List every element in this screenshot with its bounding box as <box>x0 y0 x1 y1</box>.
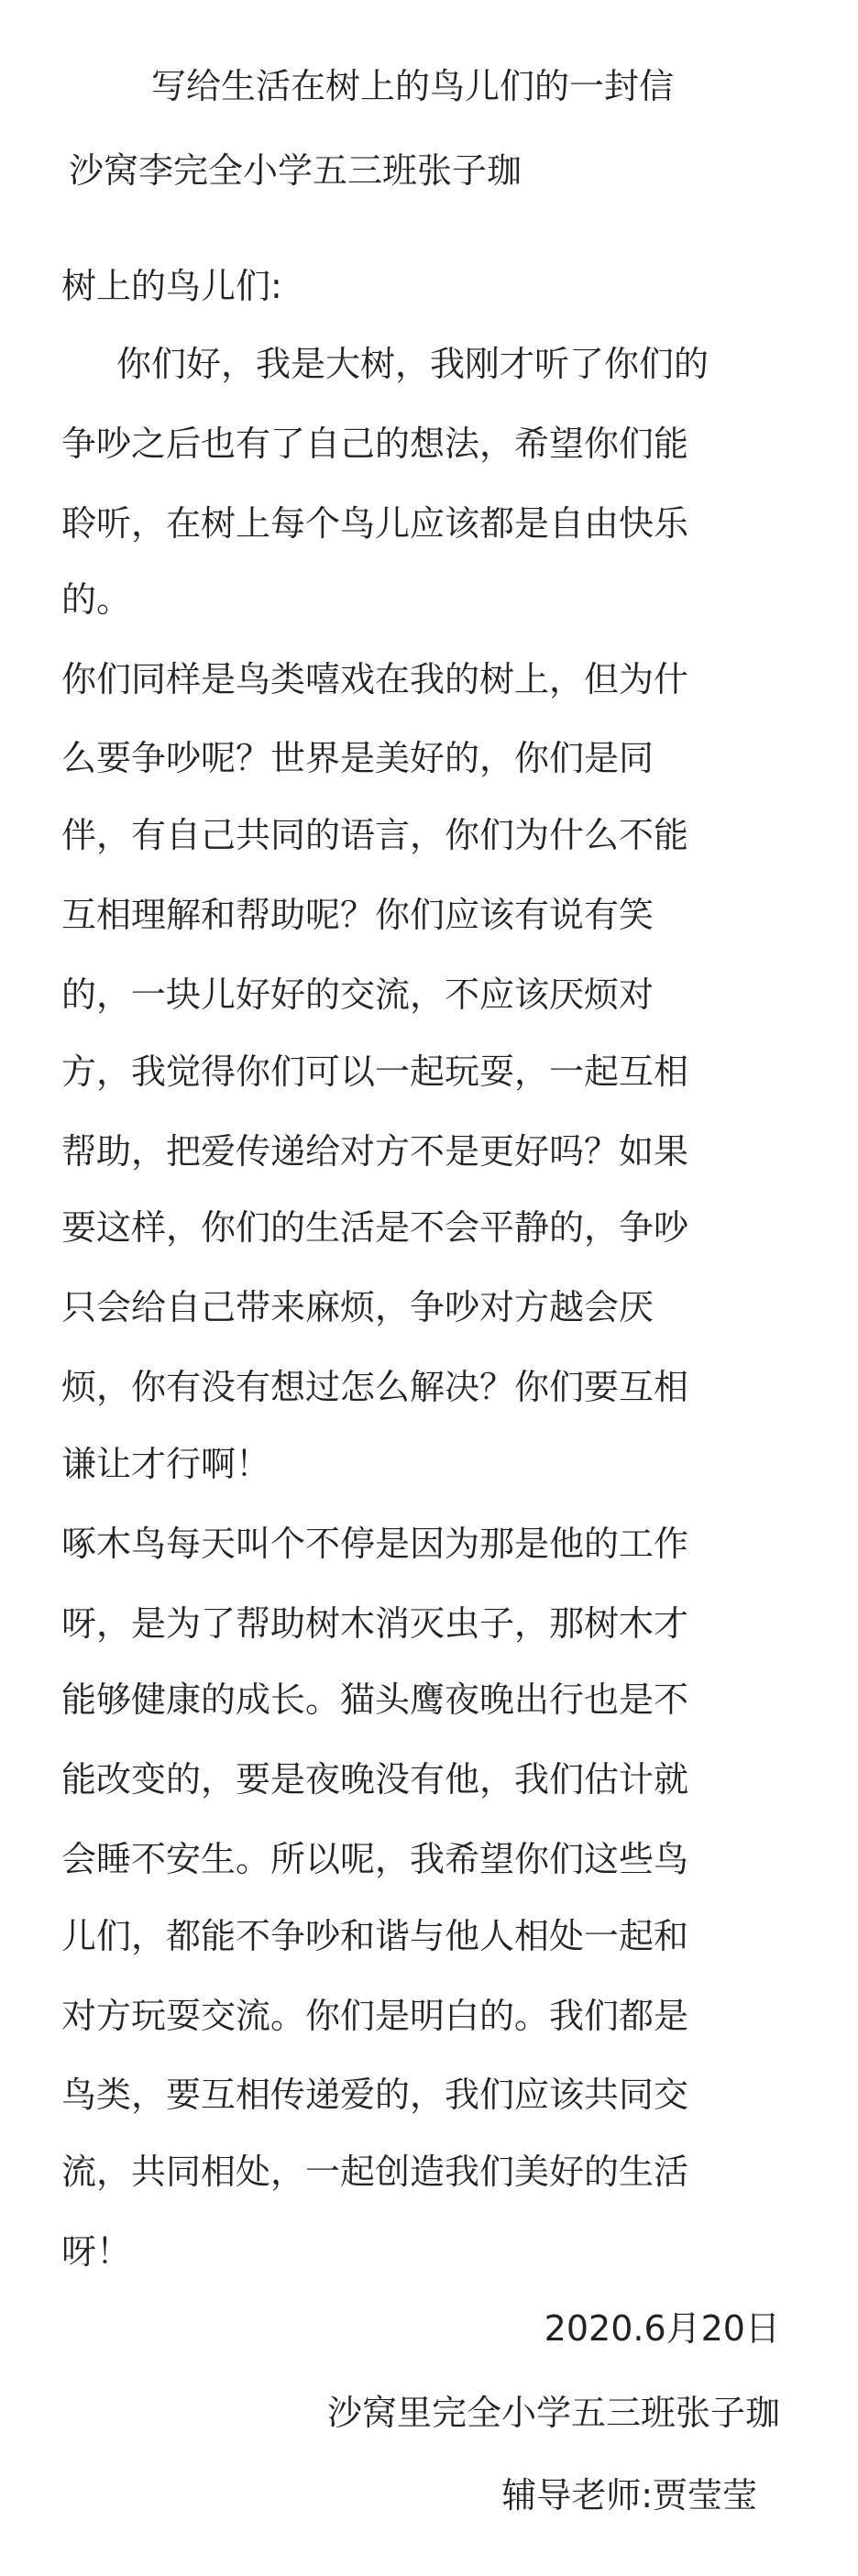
body-line: 的。 <box>61 579 132 620</box>
body-line: 流，共同相处，一起创造我们美好的生活 <box>61 2152 689 2192</box>
body-line: 烦，你有没有想过怎么解决？你们要互相 <box>61 1367 689 1407</box>
body-line: 方，我觉得你们可以一起玩耍，一起互相 <box>61 1051 689 1092</box>
body-line: 互相理解和帮助呢？你们应该有说有笑 <box>61 895 654 935</box>
body-line: 你们同样是鸟类嘻戏在我的树上，但为什 <box>61 659 689 699</box>
body-line: 对方玩耍交流。你们是明白的。我们都是 <box>61 1996 689 2036</box>
body-line: 会睡不安生。所以呢，我希望你们这些鸟 <box>61 1839 689 1879</box>
body-line: 呀！ <box>61 2231 132 2272</box>
letter-title: 写给生活在树上的鸟儿们的一封信 <box>151 66 675 106</box>
signature-school: 沙窝里完全小学五三班张子珈 <box>326 2393 780 2433</box>
body-line: 呀，是为了帮助树木消灭虫子，那树木才 <box>61 1603 689 1644</box>
signature-teacher: 辅导老师:贾莹莹 <box>501 2475 757 2515</box>
letter-greeting: 树上的鸟儿们: <box>61 266 282 306</box>
body-line: 能够健康的成长。猫头鹰夜晚出行也是不 <box>61 1679 689 1720</box>
body-line: 伴，有自己共同的语言，你们为什么不能 <box>61 815 689 855</box>
body-line: 儿们，都能不争吵和谐与他人相处一起和 <box>61 1916 689 1956</box>
body-line: 聆听，在树上每个鸟儿应该都是自由快乐 <box>61 503 689 544</box>
body-line: 要这样，你们的生活是不会平静的，争吵 <box>61 1207 689 1248</box>
body-line: 争吵之后也有了自己的想法，希望你们能 <box>61 424 689 464</box>
body-line: 么要争吵呢？世界是美好的，你们是同 <box>61 738 654 778</box>
body-line: 鸟类，要互相传递爱的，我们应该共同交 <box>61 2075 689 2115</box>
author-byline: 沙窝李完全小学五三班张子珈 <box>69 150 522 191</box>
letter-date: 2020.6月20日 <box>544 2308 780 2349</box>
body-line: 谦让才行啊！ <box>61 1444 271 1484</box>
body-line: 只会给自己带来麻烦，争吵对方越会厌 <box>61 1287 654 1327</box>
body-line: 啄木鸟每天叫个不停是因为那是他的工作 <box>61 1524 689 1564</box>
body-line: 能改变的，要是夜晚没有他，我们估计就 <box>61 1759 689 1800</box>
body-line: 你们好，我是大树，我刚才听了你们的 <box>116 344 710 384</box>
body-line: 的，一块儿好好的交流，不应该厌烦对 <box>61 974 654 1015</box>
body-line: 帮助，把爱传递给对方不是更好吗？如果 <box>61 1131 689 1172</box>
